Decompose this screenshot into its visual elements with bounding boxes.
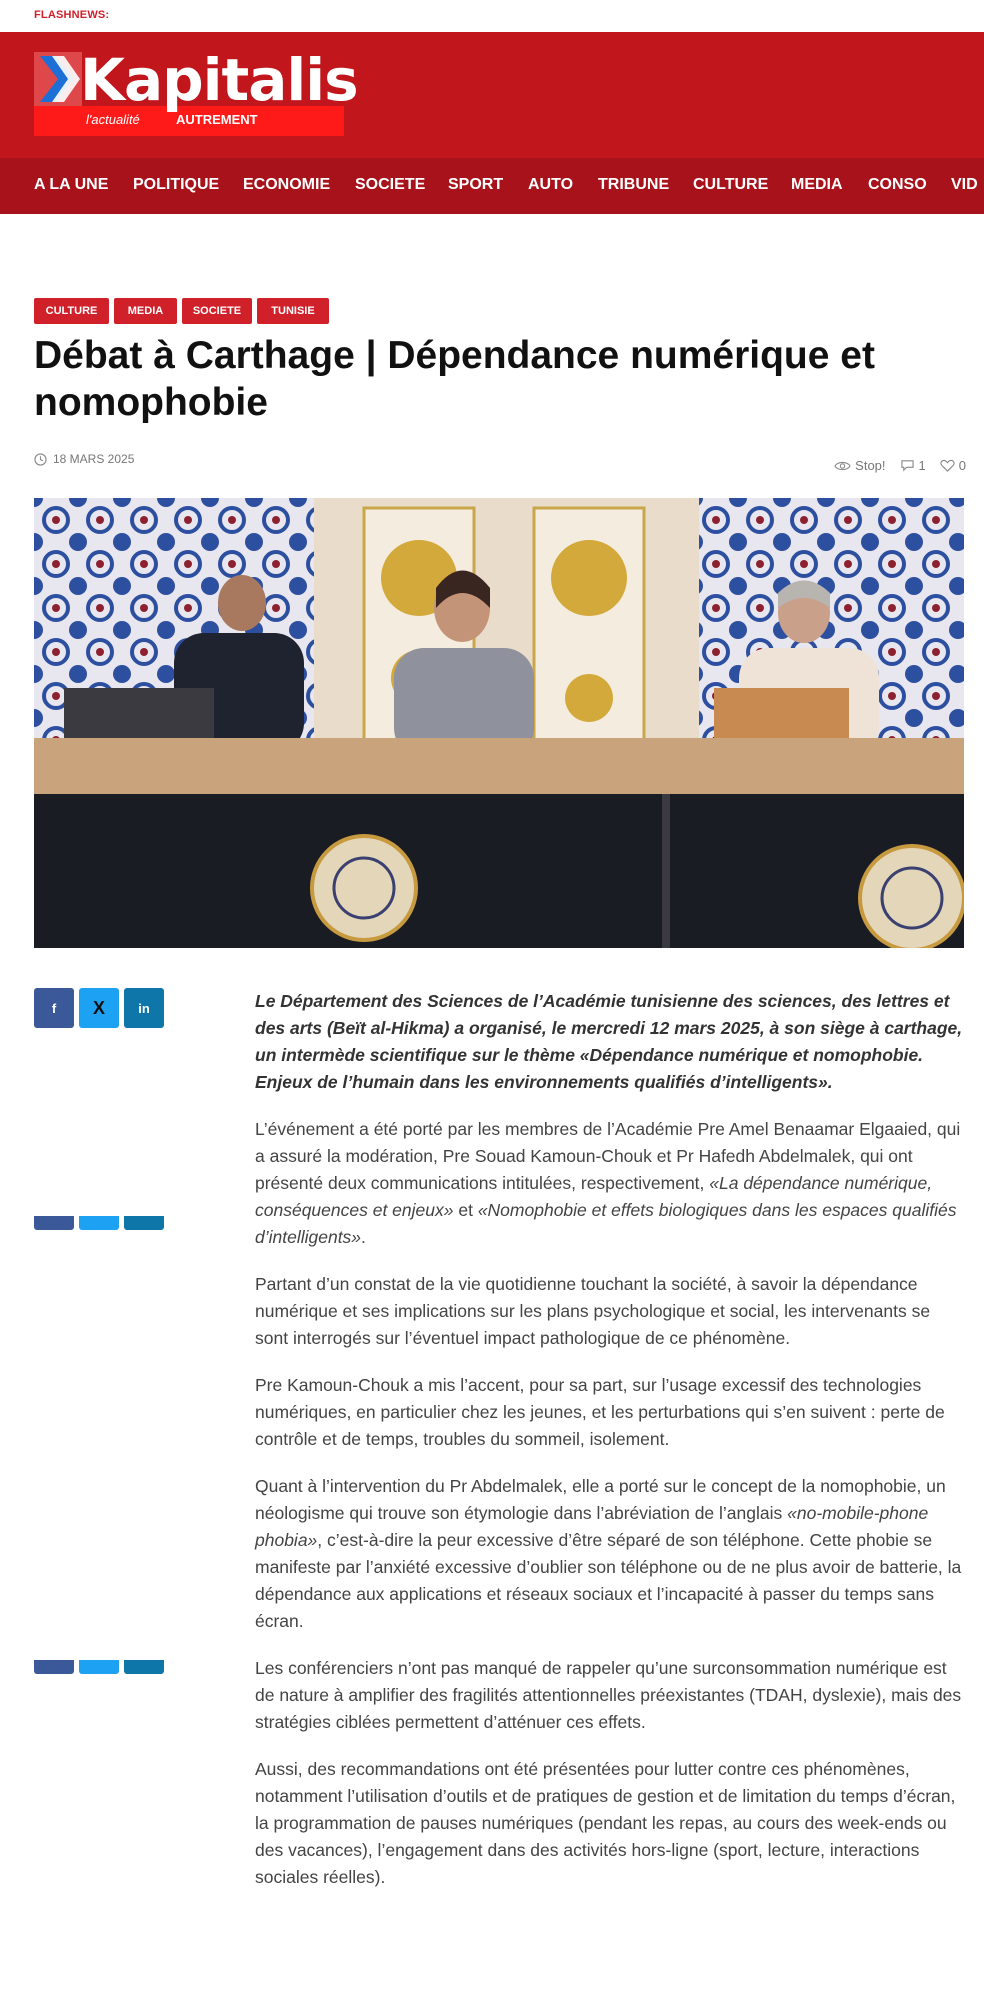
site-header	[0, 32, 984, 158]
views-text: Stop!	[855, 458, 886, 473]
logo-tagline-1: l'actualité	[86, 112, 140, 127]
article-paragraph-7: Aussi, des recommandations ont été présentées pour lutter contre ces phénomènes, notamment l’utilisation d’outils et de pratiques de gestion et de limitation du temps d’écran, la programmation de pauses numériques (pendant les repas, au cours des week-ends ou des vacances), l’engagement dans des activités hors-ligne (sport, lecture, interactions sociales réelles).	[255, 1759, 956, 1887]
p2-title-2: «Nomophobie et effets biologiques dans les espaces qualifiés d’intelligents»	[255, 1200, 957, 1247]
comments-stat[interactable]	[900, 458, 926, 473]
article-hero-image	[34, 498, 964, 948]
nav-item-video[interactable]: VID	[951, 176, 978, 193]
flashnews-label: FLASHNEWS:	[34, 9, 110, 21]
linkedin-share-button[interactable]	[124, 1660, 164, 1674]
nav-item-politique[interactable]: POLITIQUE	[133, 176, 220, 193]
article-paragraph-5	[255, 1473, 965, 1635]
article-paragraph-2	[255, 1116, 965, 1251]
clock-icon	[34, 453, 47, 466]
comment-icon	[900, 459, 915, 472]
likes-count: 0	[958, 458, 966, 473]
comments-count: 1	[918, 458, 926, 473]
site-logo[interactable]	[34, 46, 358, 138]
logo-chevron-icon	[34, 52, 82, 106]
nav-item-tribune[interactable]: TRIBUNE	[598, 176, 670, 193]
linkedin-share-button[interactable]	[124, 988, 164, 1028]
facebook-share-button[interactable]	[34, 1660, 74, 1674]
p2-text-c: .	[361, 1227, 366, 1247]
p5-text-b: , c’est-à-dire la peur excessive d’être séparé de son téléphone. Cette phobie se manifeste par l’anxiété excessive d’oublier son téléphone ou de ne plus avoir de batterie, la dépendance aux applications et réseaux sociaux et l’incapacité à passer du temps sans écran.	[255, 1530, 962, 1631]
tag-media[interactable]: MEDIA	[114, 298, 177, 324]
article-paragraph-4: Pre Kamoun-Chouk a mis l’accent, pour sa part, sur l’usage excessif des technologies numériques, en particulier chez les jeunes, et les perturbations qui s’en suivent : perte de contrôle et de temps, troubles du sommeil, isolement.	[255, 1375, 945, 1449]
p5-term: «no-mobile-phone phobia»	[255, 1503, 929, 1550]
logo-name: Kapitalis	[80, 46, 358, 114]
nav-item-sport[interactable]: SPORT	[448, 176, 504, 193]
main-nav	[0, 158, 984, 214]
article-date-text: 18 MARS 2025	[53, 452, 135, 466]
p5-text-a: Quant à l’intervention du Pr Abdelmalek, elle a porté sur le concept de la nomophobie, un néologisme qui trouve son étymologie dans l’abréviation de l’anglais	[255, 1476, 946, 1523]
share-buttons-sticky-1	[34, 1216, 164, 1230]
facebook-share-button[interactable]	[34, 1216, 74, 1230]
nav-item-economie[interactable]: ECONOMIE	[243, 176, 331, 193]
tag-culture[interactable]: CULTURE	[34, 298, 109, 324]
x-icon: X	[92, 997, 105, 1018]
linkedin-share-button[interactable]	[124, 1216, 164, 1230]
p2-text-b: et	[453, 1200, 478, 1220]
article-body	[255, 988, 965, 1911]
nav-item-auto[interactable]: AUTO	[528, 176, 574, 193]
p2-title-1: «La dépendance numérique, conséquences et enjeux»	[255, 1173, 933, 1220]
nav-item-media[interactable]: MEDIA	[791, 176, 843, 193]
nav-item-societe[interactable]: SOCIETE	[355, 176, 426, 193]
share-buttons-sticky-2	[34, 1660, 164, 1674]
linkedin-icon: in	[138, 1000, 150, 1016]
nav-item-culture[interactable]: CULTURE	[693, 176, 769, 193]
article-lead: Le Département des Sciences de l’Académie tunisienne des sciences, des lettres et des arts (Beït al-Hikma) a organisé, le mercredi 12 mars 2025, à son siège à carthage, un intermède scientifique sur le thème «Dépendance numérique et nomophobie. Enjeux de l’humain dans les environnements qualifiés d’intelligents».	[255, 991, 963, 1092]
article-paragraph-6: Les conférenciers n’ont pas manqué de rappeler qu’une surconsommation numérique est de nature à amplifier des fragilités attentionnelles préexistantes (TDAH, dyslexie), mais des stratégies ciblées permettent d’atténuer ces effets.	[255, 1658, 962, 1732]
article-stats	[834, 458, 966, 473]
tag-societe[interactable]: SOCIETE	[182, 298, 252, 324]
logo-tagline-2: AUTREMENT	[176, 112, 258, 127]
x-share-button[interactable]	[79, 1216, 119, 1230]
x-share-button[interactable]	[79, 1660, 119, 1674]
conference-photo	[34, 498, 964, 948]
views-stat	[834, 458, 885, 473]
share-buttons	[34, 988, 164, 1028]
p2-text-a: L’événement a été porté par les membres de l’Académie Pre Amel Benaamar Elgaaied, qui a assuré la modération, Pre Souad Kamoun-Chouk et Pr Hafedh Abdelmalek, qui ont présenté deux communications intitulées, respectivement,	[255, 1119, 961, 1193]
likes-stat[interactable]	[940, 458, 966, 473]
tag-tunisie[interactable]: TUNISIE	[257, 298, 329, 324]
article-date	[34, 452, 134, 466]
flashnews-bar	[0, 0, 984, 32]
nav-item-conso[interactable]: CONSO	[868, 176, 927, 193]
nav-item-a-la-une[interactable]: A LA UNE	[34, 176, 109, 193]
article-paragraph-3: Partant d’un constat de la vie quotidienne touchant la société, à savoir la dépendance numérique et ses implications sur les plans psychologique et social, les intervenants se sont interrogés sur l’éventuel impact pathologique de ce phénomène.	[255, 1274, 931, 1348]
article-title: Débat à Carthage | Dépendance numérique et nomophobie	[34, 334, 875, 424]
heart-icon	[940, 459, 955, 472]
facebook-icon: f	[51, 1000, 57, 1016]
x-share-button[interactable]	[79, 988, 119, 1028]
facebook-share-button[interactable]	[34, 988, 74, 1028]
eye-icon	[834, 460, 851, 472]
